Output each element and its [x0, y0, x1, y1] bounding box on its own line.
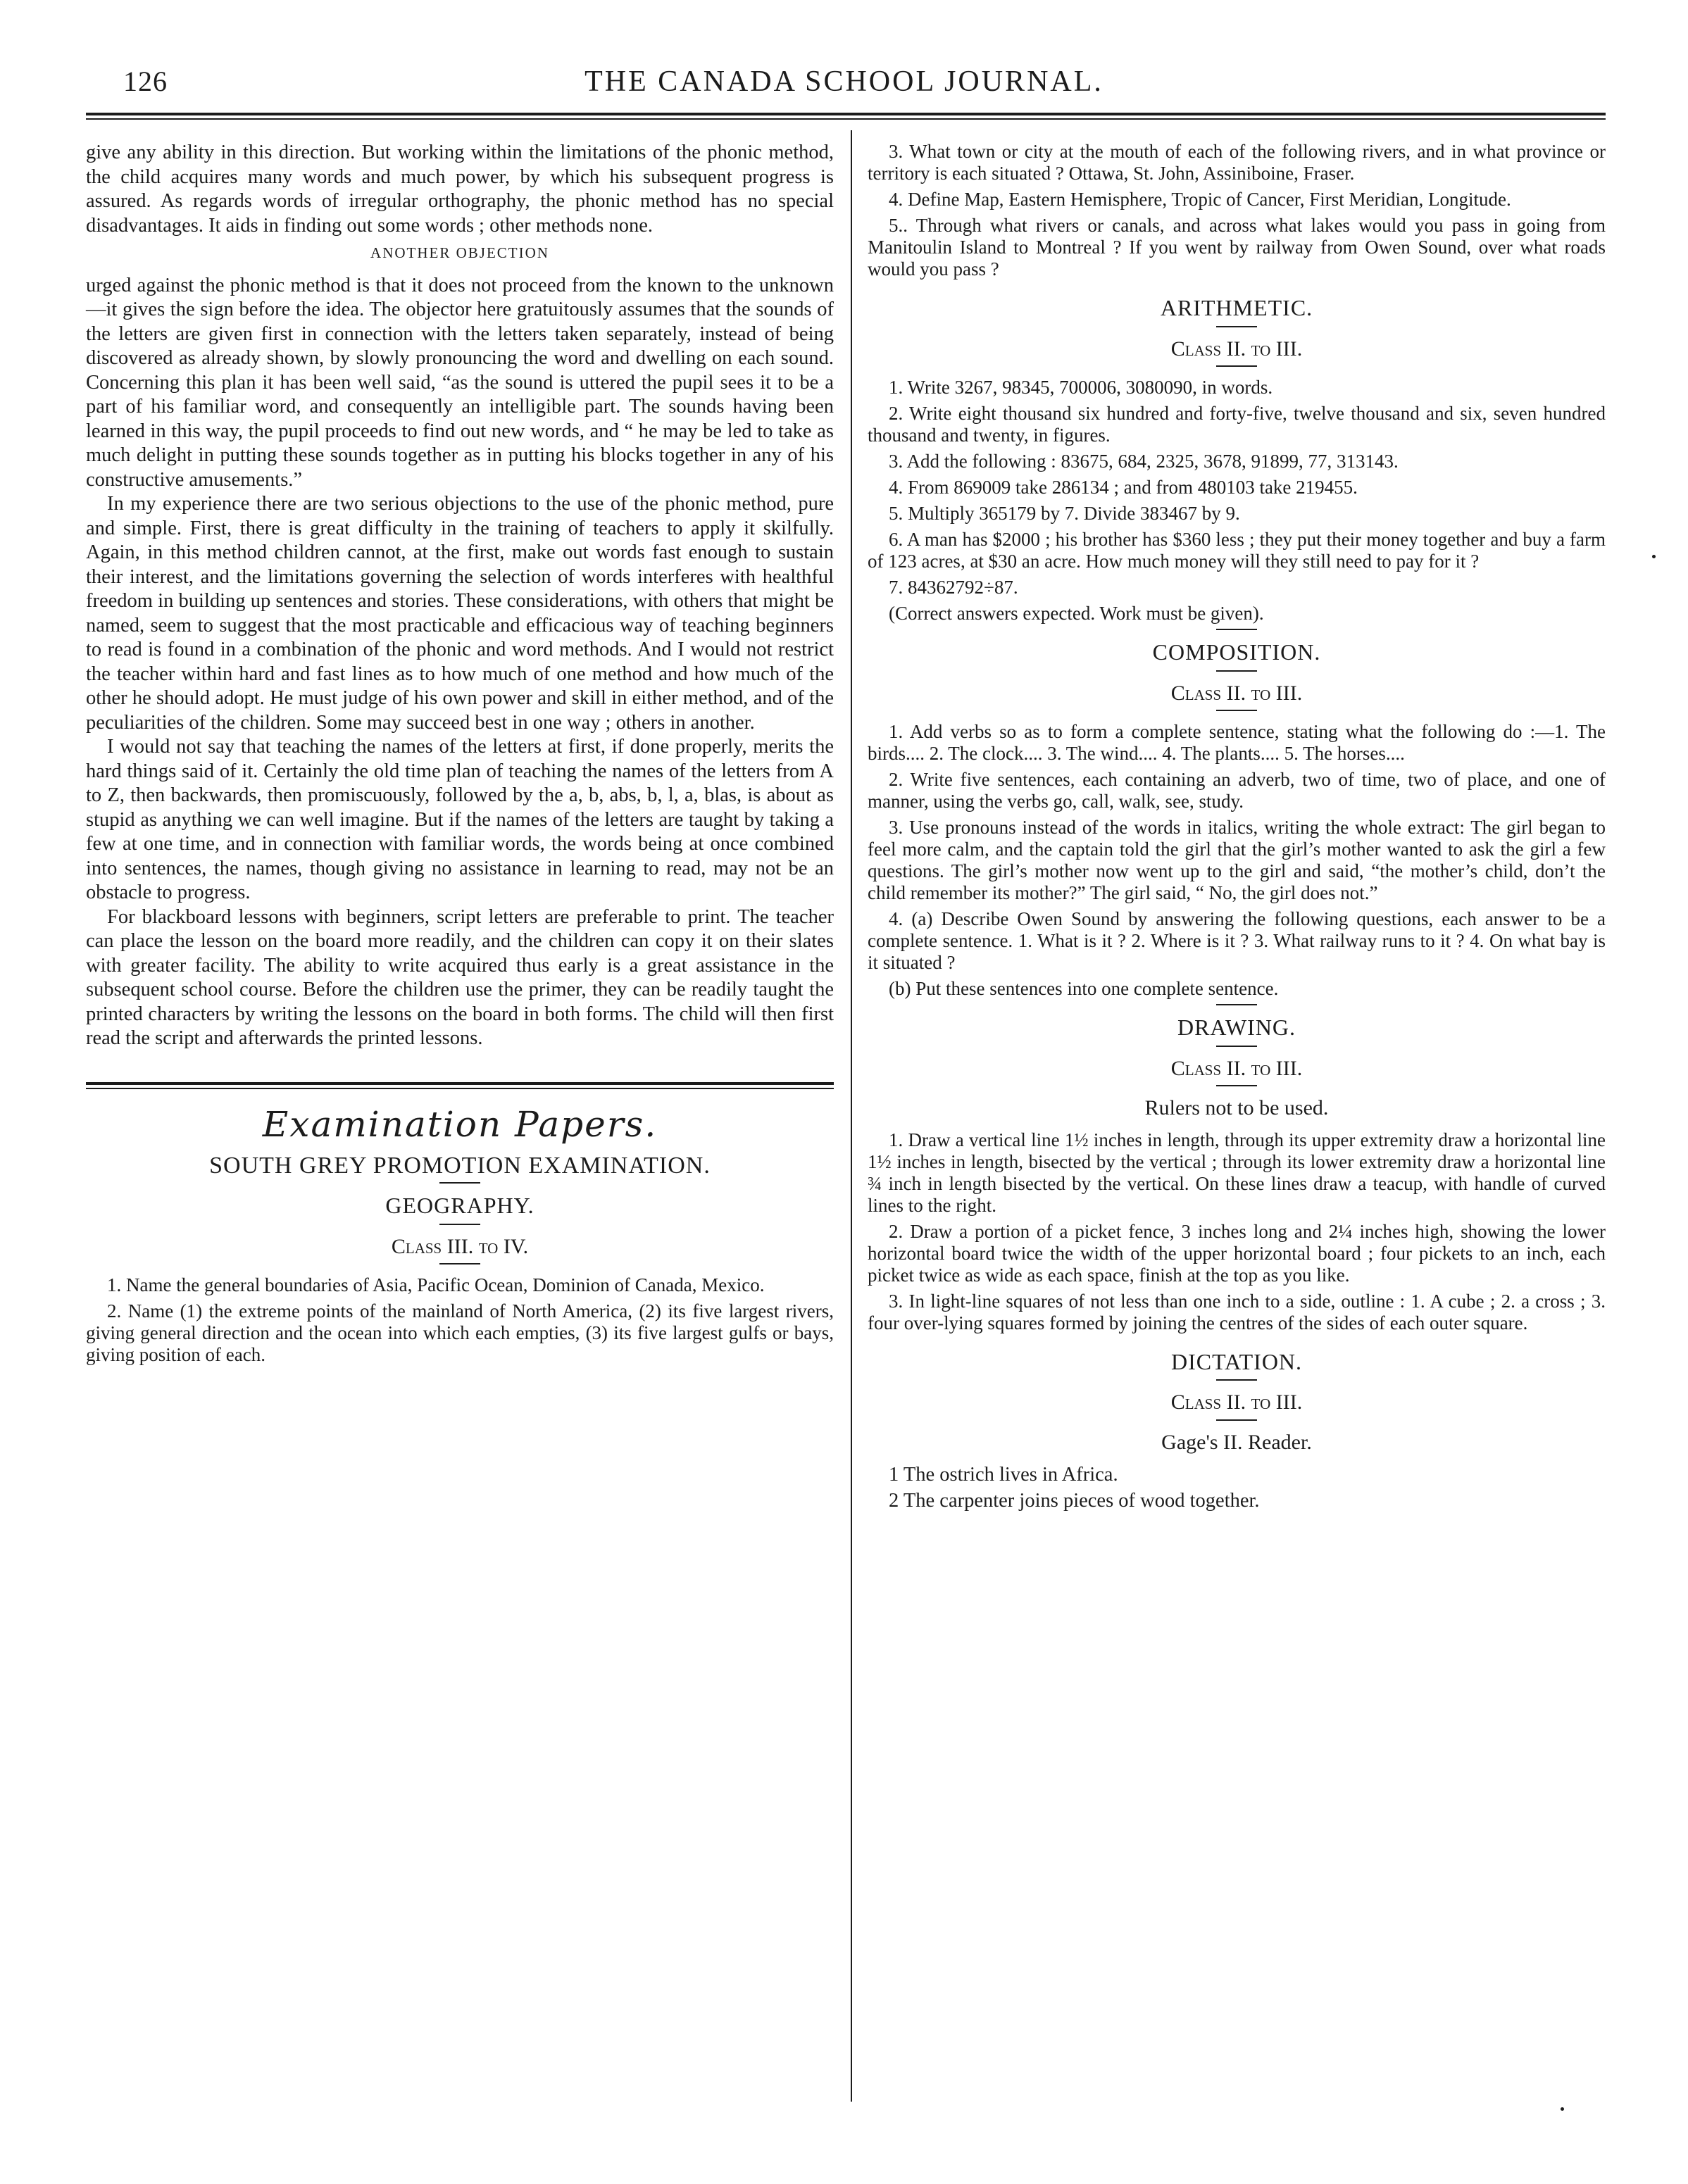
print-speck — [1561, 2107, 1564, 2111]
left-column — [86, 141, 834, 1370]
article-paragraph: urged against the phonic method is that it does not proceed from the known to the unknown—it gives the sign before the idea. The objector here gratuitously assumes that the sounds of the letters are given first in connection with the letters taken separately, instead of being discovered as already shown, by slowly pronouncing the word and dwelling on each sound. Concerning this plan it has been well said, “as the sound is uttered the pupil sees it to be a part of his familiar word, and consequently an intelligible part. The sounds having been learned in this way, the pupil proceeds to find out new words, and “ he may be led to take as much delight in putting these sounds together as in putting his blocks together in any of his constructive amusements.” — [86, 274, 834, 491]
question: 2. Write eight thousand six hundred and forty-five, twelve thousand and six, seven hundred thousand and twenty, in figures. — [868, 403, 1606, 446]
section-rule-thin — [86, 1088, 834, 1089]
question: 2. Draw a portion of a picket fence, 3 inches long and 2¼ inches high, showing the lower horizontal board twice the width of the upper horizontal board ; four pickets to an inch, each picket twice as wide as each space, finish at the top as you like. — [868, 1220, 1606, 1286]
question: 1. Draw a vertical line 1½ inches in length, through its upper extremity draw a horizontal line 1½ inches in length, bisected by the vertical ; through its lower extremity draw a horizontal line ¾ inch in length bisected by the vertical. On these lines draw a teacup, with handle of curved lines to the right. — [868, 1129, 1606, 1216]
column-divider — [851, 130, 852, 2102]
page-number: 126 — [123, 65, 168, 97]
short-rule — [1216, 710, 1257, 711]
question: 4. From 869009 take 286134 ; and from 480103 take 219455. — [889, 477, 1358, 498]
examination-papers-heading: Examination Papers. — [262, 1103, 658, 1145]
question: 3. What town or city at the mouth of each of the following rivers, and in what province or territory is each situated ? Ottawa, St. John, Assiniboine, Fraser. — [868, 141, 1606, 184]
article-paragraph: For blackboard lessons with beginners, script letters are preferable to print. The teacher can place the lesson on the board more readily, and the children can copy it on their slates with greater facility. The ability to write acquired thus early is a great assistance in the subsequent school course. Before the children use the primer, they can be readily taught the printed characters by writing the lessons on the board in both forms. The child will then first read the script and afterwards the printed lessons. — [86, 905, 834, 1049]
geography-class: Class III. to IV. — [391, 1234, 529, 1258]
short-rule — [1216, 670, 1257, 672]
short-rule — [1216, 1379, 1257, 1381]
question: (b) Put these sentences into one complete sentence. — [889, 978, 1279, 999]
question: 2. Write five sentences, each containing an adverb, two of time, two of place, and one of manner, using the verbs go, call, walk, see, study. — [868, 769, 1606, 812]
article-subhead: ANOTHER OBJECTION — [370, 244, 549, 261]
question: 4. Define Map, Eastern Hemisphere, Tropic of Cancer, First Meridian, Longitude. — [889, 189, 1511, 210]
short-rule — [1216, 629, 1257, 630]
print-speck — [1652, 555, 1656, 558]
composition-class: Class II. to III. — [1170, 681, 1303, 705]
article-paragraph: I would not say that teaching the names of the letters at first, if done properly, merits the hard things said of it. Certainly the old time plan of teaching the names of the letters from A to Z, then backwards, then promiscuously, followed by the a, b, abs, b, l, a, blas, is about as stupid as anything we can well imagine. But if the names of the letters are taught by taking a few at one time, and in connection with familiar words, the words being at once combined into sentences, the names, though giving no assistance in learning to read, may not be an obstacle to progress. — [86, 736, 834, 903]
header-rule — [86, 113, 1606, 115]
question: 3. In light-line squares of not less than one inch to a side, outline : 1. A cube ; 2. a cross ; 3. four over-lying squares formed by joining the centres of the sides of each outer square. — [868, 1290, 1606, 1333]
question: 5. Multiply 365179 by 7. Divide 383467 by 9. — [889, 503, 1240, 524]
drawing-class: Class II. to III. — [1170, 1056, 1303, 1080]
header-rule-thin — [86, 118, 1606, 120]
question: 5.. Through what rivers or canals, and across what lakes would you pass in going from Manitoulin Island to Montreal ? If you went by railway from Owen Sound, over what roads would you pass ? — [868, 215, 1606, 280]
dictation-class: Class II. to III. — [1170, 1391, 1303, 1414]
arithmetic-title: ARITHMETIC. — [1160, 295, 1313, 320]
drawing-note: Rulers not to be used. — [1144, 1096, 1329, 1119]
short-rule — [1216, 1085, 1257, 1086]
question: 4. (a) Describe Owen Sound by answering the following questions, each answer to be a complete sentence. 1. What is it ? 2. Where is it ? 3. What railway runs to it ? 4. On what bay is it situated ? — [868, 908, 1606, 973]
question: 2. Name (1) the extreme points of the mainland of North America, (2) its five largest rivers, giving general direction and the ocean into which each empties, (3) its five largest gulfs or bays, giving position of each. — [86, 1300, 834, 1365]
question: 3. Add the following : 83675, 684, 2325, 3678, 91899, 77, 313143. — [889, 451, 1399, 472]
question: 1. Name the general boundaries of Asia, Pacific Ocean, Dominion of Canada, Mexico. — [107, 1274, 765, 1295]
dictation-reader: Gage's II. Reader. — [1161, 1430, 1312, 1454]
exam-title: SOUTH GREY PROMOTION EXAMINATION. — [209, 1152, 711, 1179]
drawing-title: DRAWING. — [1177, 1015, 1296, 1040]
short-rule — [1216, 1419, 1257, 1421]
question: 1. Write 3267, 98345, 700006, 3080090, in words. — [889, 377, 1273, 398]
short-rule — [1216, 326, 1257, 327]
running-head: THE CANADA SCHOOL JOURNAL. — [584, 65, 1104, 98]
dictation-item: 2 The carpenter joins pieces of wood together. — [889, 1489, 1260, 1512]
question: 3. Use pronouns instead of the words in italics, writing the whole extract: The girl began to feel more calm, and the captain told the girl that the girl’s mother wanted to ask the girl a few questions. The girl’s mother now went up to the girl and said, “the mother’s child, don’t the child remember its mother?” The girl said, “ No, the girl does not.” — [868, 817, 1606, 903]
right-column — [868, 141, 1606, 1514]
geography-title: GEOGRAPHY. — [385, 1193, 534, 1218]
question: 7. 84362792÷87. — [889, 577, 1018, 598]
section-rule — [86, 1082, 834, 1085]
short-rule — [439, 1263, 480, 1264]
dictation-item: 1 The ostrich lives in Africa. — [889, 1464, 1118, 1486]
short-rule — [1216, 1004, 1257, 1005]
arithmetic-class: Class II. to III. — [1170, 337, 1303, 360]
short-rule — [1216, 365, 1257, 367]
dictation-title: DICTATION. — [1170, 1348, 1303, 1374]
short-rule — [1216, 1046, 1257, 1047]
article-paragraph: In my experience there are two serious objections to the use of the phonic method, pure and simple. First, there is great difficulty in the training of teachers to apply it skilfully. Again, in this method children cannot, at the first, make out words fast enough to sustain their interest, and the limitations governing the selection of words interferes with healthful freedom in building up sentences and stories. These considerations, with others that might be named, seem to suggest that the most practicable and efficacious way of teaching beginners to read is found in a combination of the phonic and word methods. And I would not restrict the teacher within hard and fast lines as to how much of one method and how much of the other he should adopt. He must judge of his own power and skill in either method, and of the peculiarities of the children. Some may succeed best in one way ; others in another. — [86, 493, 834, 734]
composition-title: COMPOSITION. — [1152, 639, 1321, 665]
short-rule — [439, 1182, 480, 1184]
instruction-note: (Correct answers expected. Work must be given). — [889, 603, 1264, 624]
short-rule — [439, 1224, 480, 1225]
question: 1. Add verbs so as to form a complete sentence, stating what the following do :—1. The birds.... 2. The clock.... 3. The wind.... 4. The plants.... 5. The horses.... — [868, 721, 1606, 764]
question: 6. A man has $2000 ; his brother has $360 less ; they put their money together and buy a farm of 123 acres, at $30 an acre. How much money will they still need to pay for it ? — [868, 529, 1606, 572]
article-paragraph: give any ability in this direction. But working within the limitations of the phonic method, the child acquires many words and much power, by which his subsequent progress is assured. As regards words of irregular orthography, the phonic method has no special disadvantages. It aids in finding out some words ; other methods none. — [86, 142, 834, 237]
